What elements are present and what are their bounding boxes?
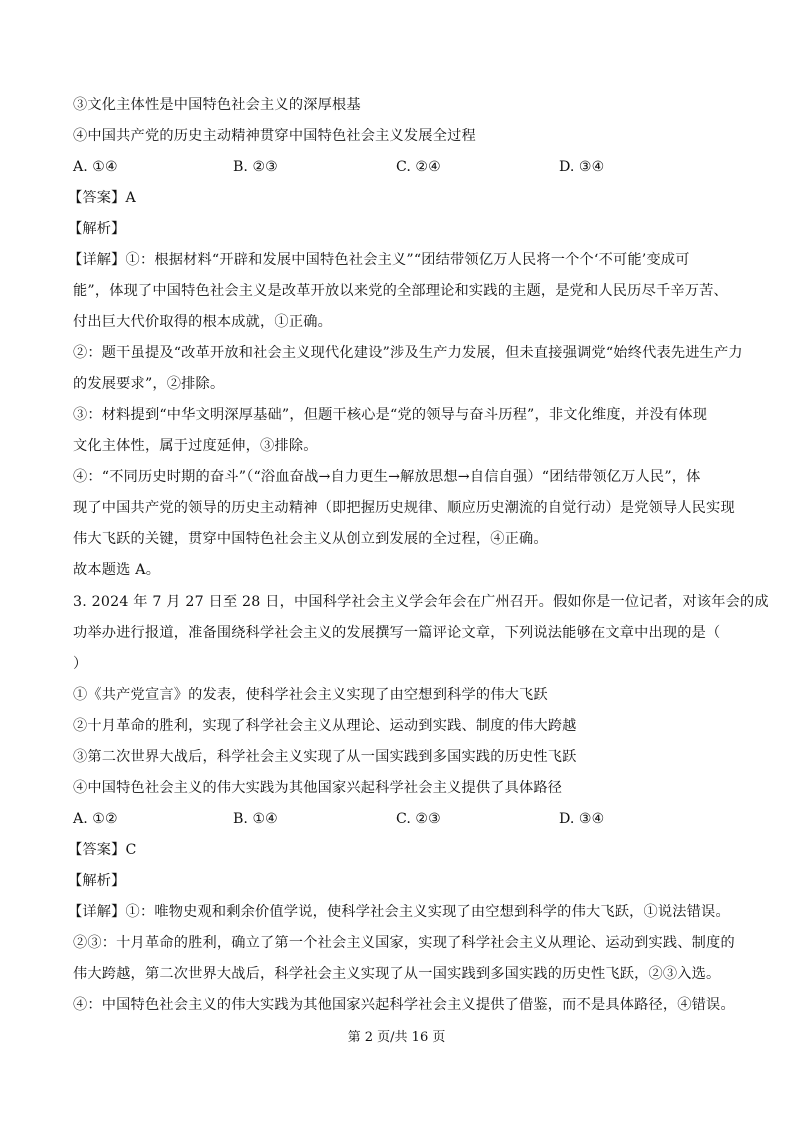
q2-conclusion: 故本题选 A。 <box>73 562 161 578</box>
q3-option-a: A. ①② <box>73 811 118 827</box>
q2-detail-line: 的发展要求”，②排除。 <box>73 376 225 392</box>
q2-detail-line: 文化主体性，属于过度延伸，③排除。 <box>73 438 318 454</box>
q3-detail-line: ②③：十月革命的胜利，确立了第一个社会主义国家，实现了科学社会主义从理论、运动到实践、制度的 <box>73 935 735 951</box>
q3-analysis-label: 【解析】 <box>68 873 126 889</box>
q3-statement-2: ②十月革命的胜利，实现了科学社会主义从理论、运动到实践、制度的伟大跨越 <box>73 718 577 734</box>
q2-option-d: D. ③④ <box>559 159 605 175</box>
q2-detail-line: ②：题干虽提及“改革开放和社会主义现代化建设”涉及生产力发展，但未直接强调党“始终代表先进生产力 <box>73 345 743 361</box>
q3-answer: 【答案】C <box>68 842 137 858</box>
q2-analysis-label: 【解析】 <box>68 221 126 237</box>
q3-statement-4: ④中国特色社会主义的伟大实践为其他国家兴起科学社会主义提供了具体路径 <box>73 780 563 796</box>
q3-stem-line: ） <box>73 656 88 672</box>
q3-option-b: B. ①④ <box>233 811 278 827</box>
q2-statement-3: ③文化主体性是中国特色社会主义的深厚根基 <box>73 97 361 113</box>
q2-answer: 【答案】A <box>68 190 136 206</box>
q2-detail-line: 伟大飞跃的关键，贯穿中国特色社会主义从创立到发展的全过程，④正确。 <box>73 531 548 547</box>
page-footer: 第 2 页/共 16 页 <box>347 1030 446 1045</box>
q3-detail-line: 伟大跨越，第二次世界大战后，科学社会主义实现了从一国实践到多国实践的历史性飞跃，②③入选。 <box>73 966 721 982</box>
q3-detail-line: 【详解】①：唯物史观和剩余价值学说，使科学社会主义实现了由空想到科学的伟大飞跃，①说法错误。 <box>68 904 730 920</box>
q2-detail-line: 能”，体现了中国特色社会主义是改革开放以来党的全部理论和实践的主题，是党和人民历尽千辛万苦、 <box>73 283 728 299</box>
q2-detail-line: 付出巨大代价取得的根本成就，①正确。 <box>73 314 332 330</box>
q2-option-a: A. ①④ <box>73 159 118 175</box>
q2-statement-4: ④中国共产党的历史主动精神贯穿中国特色社会主义发展全过程 <box>73 128 476 144</box>
q2-option-c: C. ②④ <box>396 159 441 175</box>
q2-option-b: B. ②③ <box>233 159 278 175</box>
q3-statement-1: ①《共产党宣言》的发表，使科学社会主义实现了由空想到科学的伟大飞跃 <box>73 687 548 703</box>
q3-option-d: D. ③④ <box>559 811 605 827</box>
q3-statement-3: ③第二次世界大战后，科学社会主义实现了从一国实践到多国实践的历史性飞跃 <box>73 749 577 765</box>
q3-stem-line: 功举办进行报道，准备围绕科学社会主义的发展撰写一篇评论文章，下列说法能够在文章中出现的是（ <box>73 625 721 641</box>
q3-detail-line: ④：中国特色社会主义的伟大实践为其他国家兴起科学社会主义提供了借鉴，而不是具体路径，④错误。 <box>73 997 735 1013</box>
q2-detail-line: 现了中国共产党的领导的历史主动精神（即把握历史规律、顺应历史潮流的自觉行动）是党领导人民实现 <box>73 500 735 516</box>
q3-stem-line: 3. 2024 年 7 月 27 日至 28 日，中国科学社会主义学会年会在广州召开。假如你是一位记者，对该年会的成 <box>73 594 769 610</box>
q2-detail-line: ④：“不同历史时期的奋斗”（“浴血奋战→自力更生→解放思想→自信自强）“团结带领亿万人民”，体 <box>73 469 701 485</box>
q2-detail-line: ③：材料提到“中华文明深厚基础”，但题干核心是“党的领导与奋斗历程”，非文化维度，并没有体现 <box>73 407 708 423</box>
q3-option-c: C. ②③ <box>396 811 441 827</box>
q2-detail-line: 【详解】①：根据材料“开辟和发展中国特色社会主义”“团结带领亿万人民将一个个‘不可能’变成可 <box>68 252 690 268</box>
